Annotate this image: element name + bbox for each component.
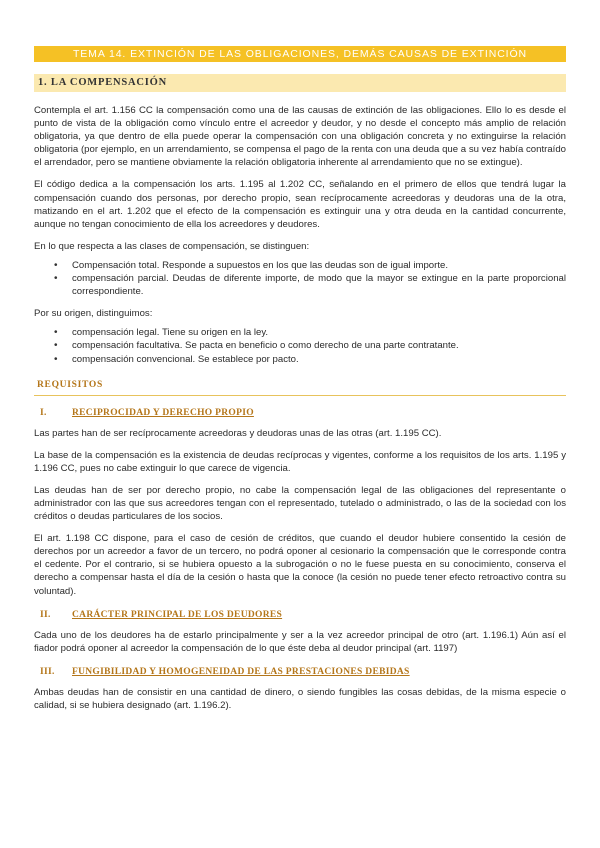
chapter-banner: TEMA 14. EXTINCIÓN DE LAS OBLIGACIONES, DEMÁS CAUSAS DE EXTINCIÓN	[34, 46, 566, 62]
requirement-title: RECIPROCIDAD Y DERECHO PROPIO	[72, 407, 254, 418]
paragraph: En lo que respecta a las clases de compensación, se distinguen:	[34, 240, 310, 252]
requirement-heading-1	[34, 406, 566, 421]
paragraph: La base de la compensación es la existencia de deudas recíprocas y vigentes, conforme a los requisitos de los arts. 1.195 y 1.196 CC, pues no cabe extinguir lo que carece de vigencia.	[34, 449, 566, 474]
paragraph: Por su origen, distinguimos:	[34, 308, 153, 320]
roman-numeral: I.	[40, 407, 47, 418]
paragraph: Cada uno de los deudores ha de estarlo principalmente y ser a la vez acreedor principal de otro (art. 1.196.1) Aún así el fiador podrá oponer al acreedor la compensación de lo que éste deba al deudor principal (art. 1197)	[34, 629, 566, 654]
section-title: 1. LA COMPENSACIÓN	[34, 74, 566, 92]
list-item: • compensación convencional. Se establece por pacto.	[34, 353, 566, 366]
requirement-heading-2	[34, 608, 566, 623]
list-item: • Compensación total. Responde a supuestos en los que las deudas son de igual importe.	[34, 259, 566, 272]
roman-numeral: II.	[40, 609, 51, 620]
paragraph: El código dedica a la compensación los arts. 1.195 al 1.202 CC, señalando en el primero de ellos que tendrá lugar la compensación cuando dos personas, por derecho propio, sean recíprocamente acreedoras y deudoras una de la otra, matizando en el art. 1.202 que el efecto de la compensación es extinguir una y otra deuda en la cantidad concurrente, aunque no tengan conocimiento de ella los acreedores y deudores.	[34, 179, 566, 230]
requirement-title: CARÁCTER PRINCIPAL DE LOS DEUDORES	[72, 609, 283, 620]
requirement-title: FUNGIBILIDAD Y HOMOGENEIDAD DE LAS PRESTACIONES DEBIDAS	[72, 666, 410, 677]
document-page	[34, 46, 566, 712]
bullet-list-clases	[34, 259, 566, 298]
requirement-heading-3	[34, 665, 566, 680]
paragraph: Las deudas han de ser por derecho propio, no cabe la compensación legal de las obligaciones del representante o administrador con las que sus acreedores tengan con el representado, tutelado o administrado, o las de la sociedad con los créditos o deudas particulares de los socios.	[34, 484, 566, 523]
list-item: • compensación facultativa. Se pacta en beneficio o como derecho de una parte contratante.	[34, 339, 566, 352]
paragraph: El art. 1.198 CC dispone, para el caso de cesión de créditos, que cuando el deudor hubiere consentido la cesión de derechos por un acreedor a favor de un tercero, no podrá oponer al cesionario la compensación que le corresponde contra el cedente. Por el contrario, si se hubiera opuesto a la subrogación o no le fuese puesta en su conocimiento, conserva el derecho a compensar hasta el día de la cesión o hasta que la conoce (la cesión no puede tener efecto retroactivo contra su voluntad).	[34, 533, 566, 597]
requisitos-heading: REQUISITOS	[34, 377, 566, 396]
roman-numeral: III.	[40, 666, 55, 677]
list-item: • compensación parcial. Deudas de diferente importe, de modo que la mayor se extingue en la parte proporcional correspondiente.	[34, 272, 566, 298]
paragraph: Contempla el art. 1.156 CC la compensación como una de las causas de extinción de las obligaciones. Ello lo es desde el punto de vista de la obligación como vínculo entre el acreedor y deudor, y no desde el concepto más amplio de relación obligatoria, ya que dentro de ella puede operar la compensación con una obligación concreta y no extinguirse la relación obligatoria (por ejemplo, en un arrendamiento, se compensa el pago de la renta con una deuda que a su vez había contraído el arrendador, pero se mantiene obviamente la relación obligatoria inherente al arrendamiento que no se extingue).	[34, 105, 566, 169]
paragraph: Ambas deudas han de consistir en una cantidad de dinero, o siendo fungibles las cosas debidas, de la misma especie o calidad, si se hubiera designado (art. 1.196.2).	[34, 686, 566, 711]
list-item: • compensación legal. Tiene su origen en la ley.	[34, 326, 566, 339]
bullet-list-origen	[34, 326, 566, 365]
paragraph: Las partes han de ser recíprocamente acreedoras y deudoras unas de las otras (art. 1.195 CC).	[34, 427, 442, 439]
